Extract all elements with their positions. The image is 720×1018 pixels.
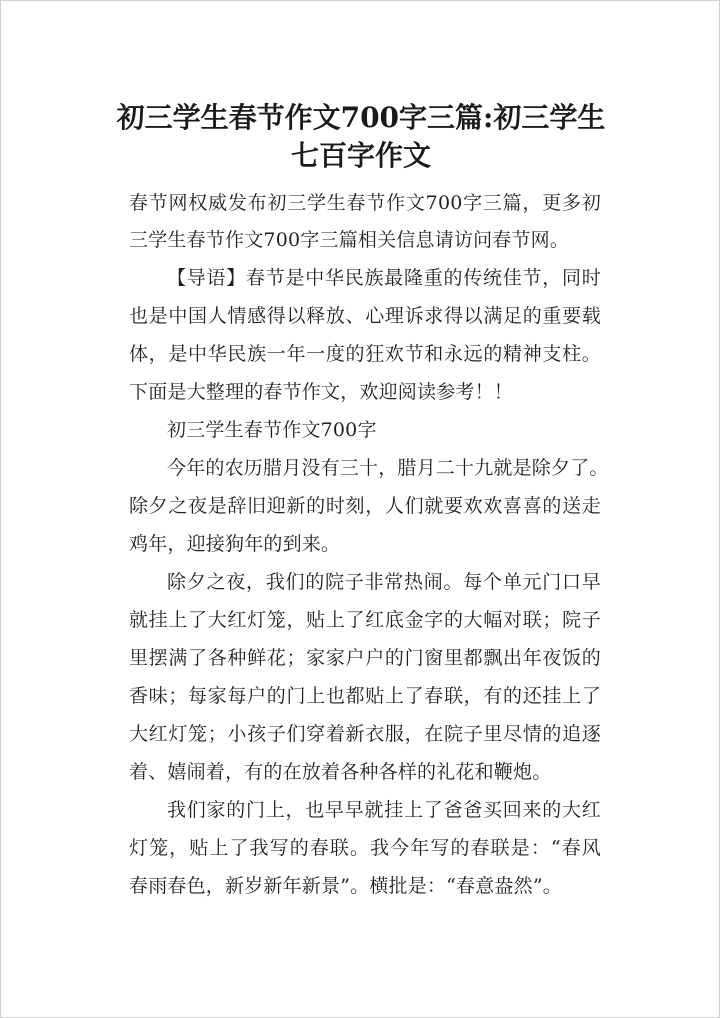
para2-line-1: 除夕之夜，我们的院子非常热闹。每个单元门口早 xyxy=(167,571,601,593)
intro-line-2: 三学生春节作文700字三篇相关信息请访问春节网。 xyxy=(129,229,570,251)
para2-line-6: 着、嬉闹着，有的在放着各种各样的礼花和鞭炮。 xyxy=(129,761,552,783)
lead-line-3: 体，是中华民族一年一度的狂欢节和永远的精神支柱。 xyxy=(129,343,601,365)
para3-line-3: 春雨春色，新岁新年新景”。横批是：“春意盎然”。 xyxy=(129,875,562,897)
para2-line-4: 香味；每家每户的门上也都贴上了春联，有的还挂上了 xyxy=(129,685,601,707)
document-title-line-2: 七百字作文 xyxy=(290,139,431,172)
document-title-line-1: 初三学生春节作文700字三篇:初三学生 xyxy=(116,101,606,134)
lead-line-4: 下面是大整理的春节作文，欢迎阅读参考！！ xyxy=(129,381,514,403)
para1-line-3: 鸡年，迎接狗年的到来。 xyxy=(129,533,341,555)
para3-line-1: 我们家的门上，也早早就挂上了爸爸买回来的大红 xyxy=(167,799,601,821)
para1-line-1: 今年的农历腊月没有三十，腊月二十九就是除夕了。 xyxy=(167,457,609,479)
section-heading: 初三学生春节作文700字 xyxy=(167,419,377,441)
lead-line-1: 【导语】春节是中华民族最隆重的传统佳节，同时 xyxy=(167,267,601,289)
para2-line-3: 里摆满了各种鲜花；家家户户的门窗里都飘出年夜饭的 xyxy=(129,647,601,669)
intro-line-1: 春节网权威发布初三学生春节作文700字三篇，更多初 xyxy=(129,192,601,214)
lead-line-2: 也是中国人情感得以释放、心理诉求得以满足的重要载 xyxy=(129,305,601,327)
para1-line-2: 除夕之夜是辞旧迎新的时刻，人们就要欢欢喜喜的送走 xyxy=(129,495,601,517)
para2-line-5: 大红灯笼；小孩子们穿着新衣服，在院子里尽情的追逐 xyxy=(129,723,601,745)
para2-line-2: 就挂上了大红灯笼，贴上了红底金字的大幅对联；院子 xyxy=(129,609,601,631)
para3-line-2: 灯笼，贴上了我写的春联。我今年写的春联是：“春风 xyxy=(129,837,601,859)
